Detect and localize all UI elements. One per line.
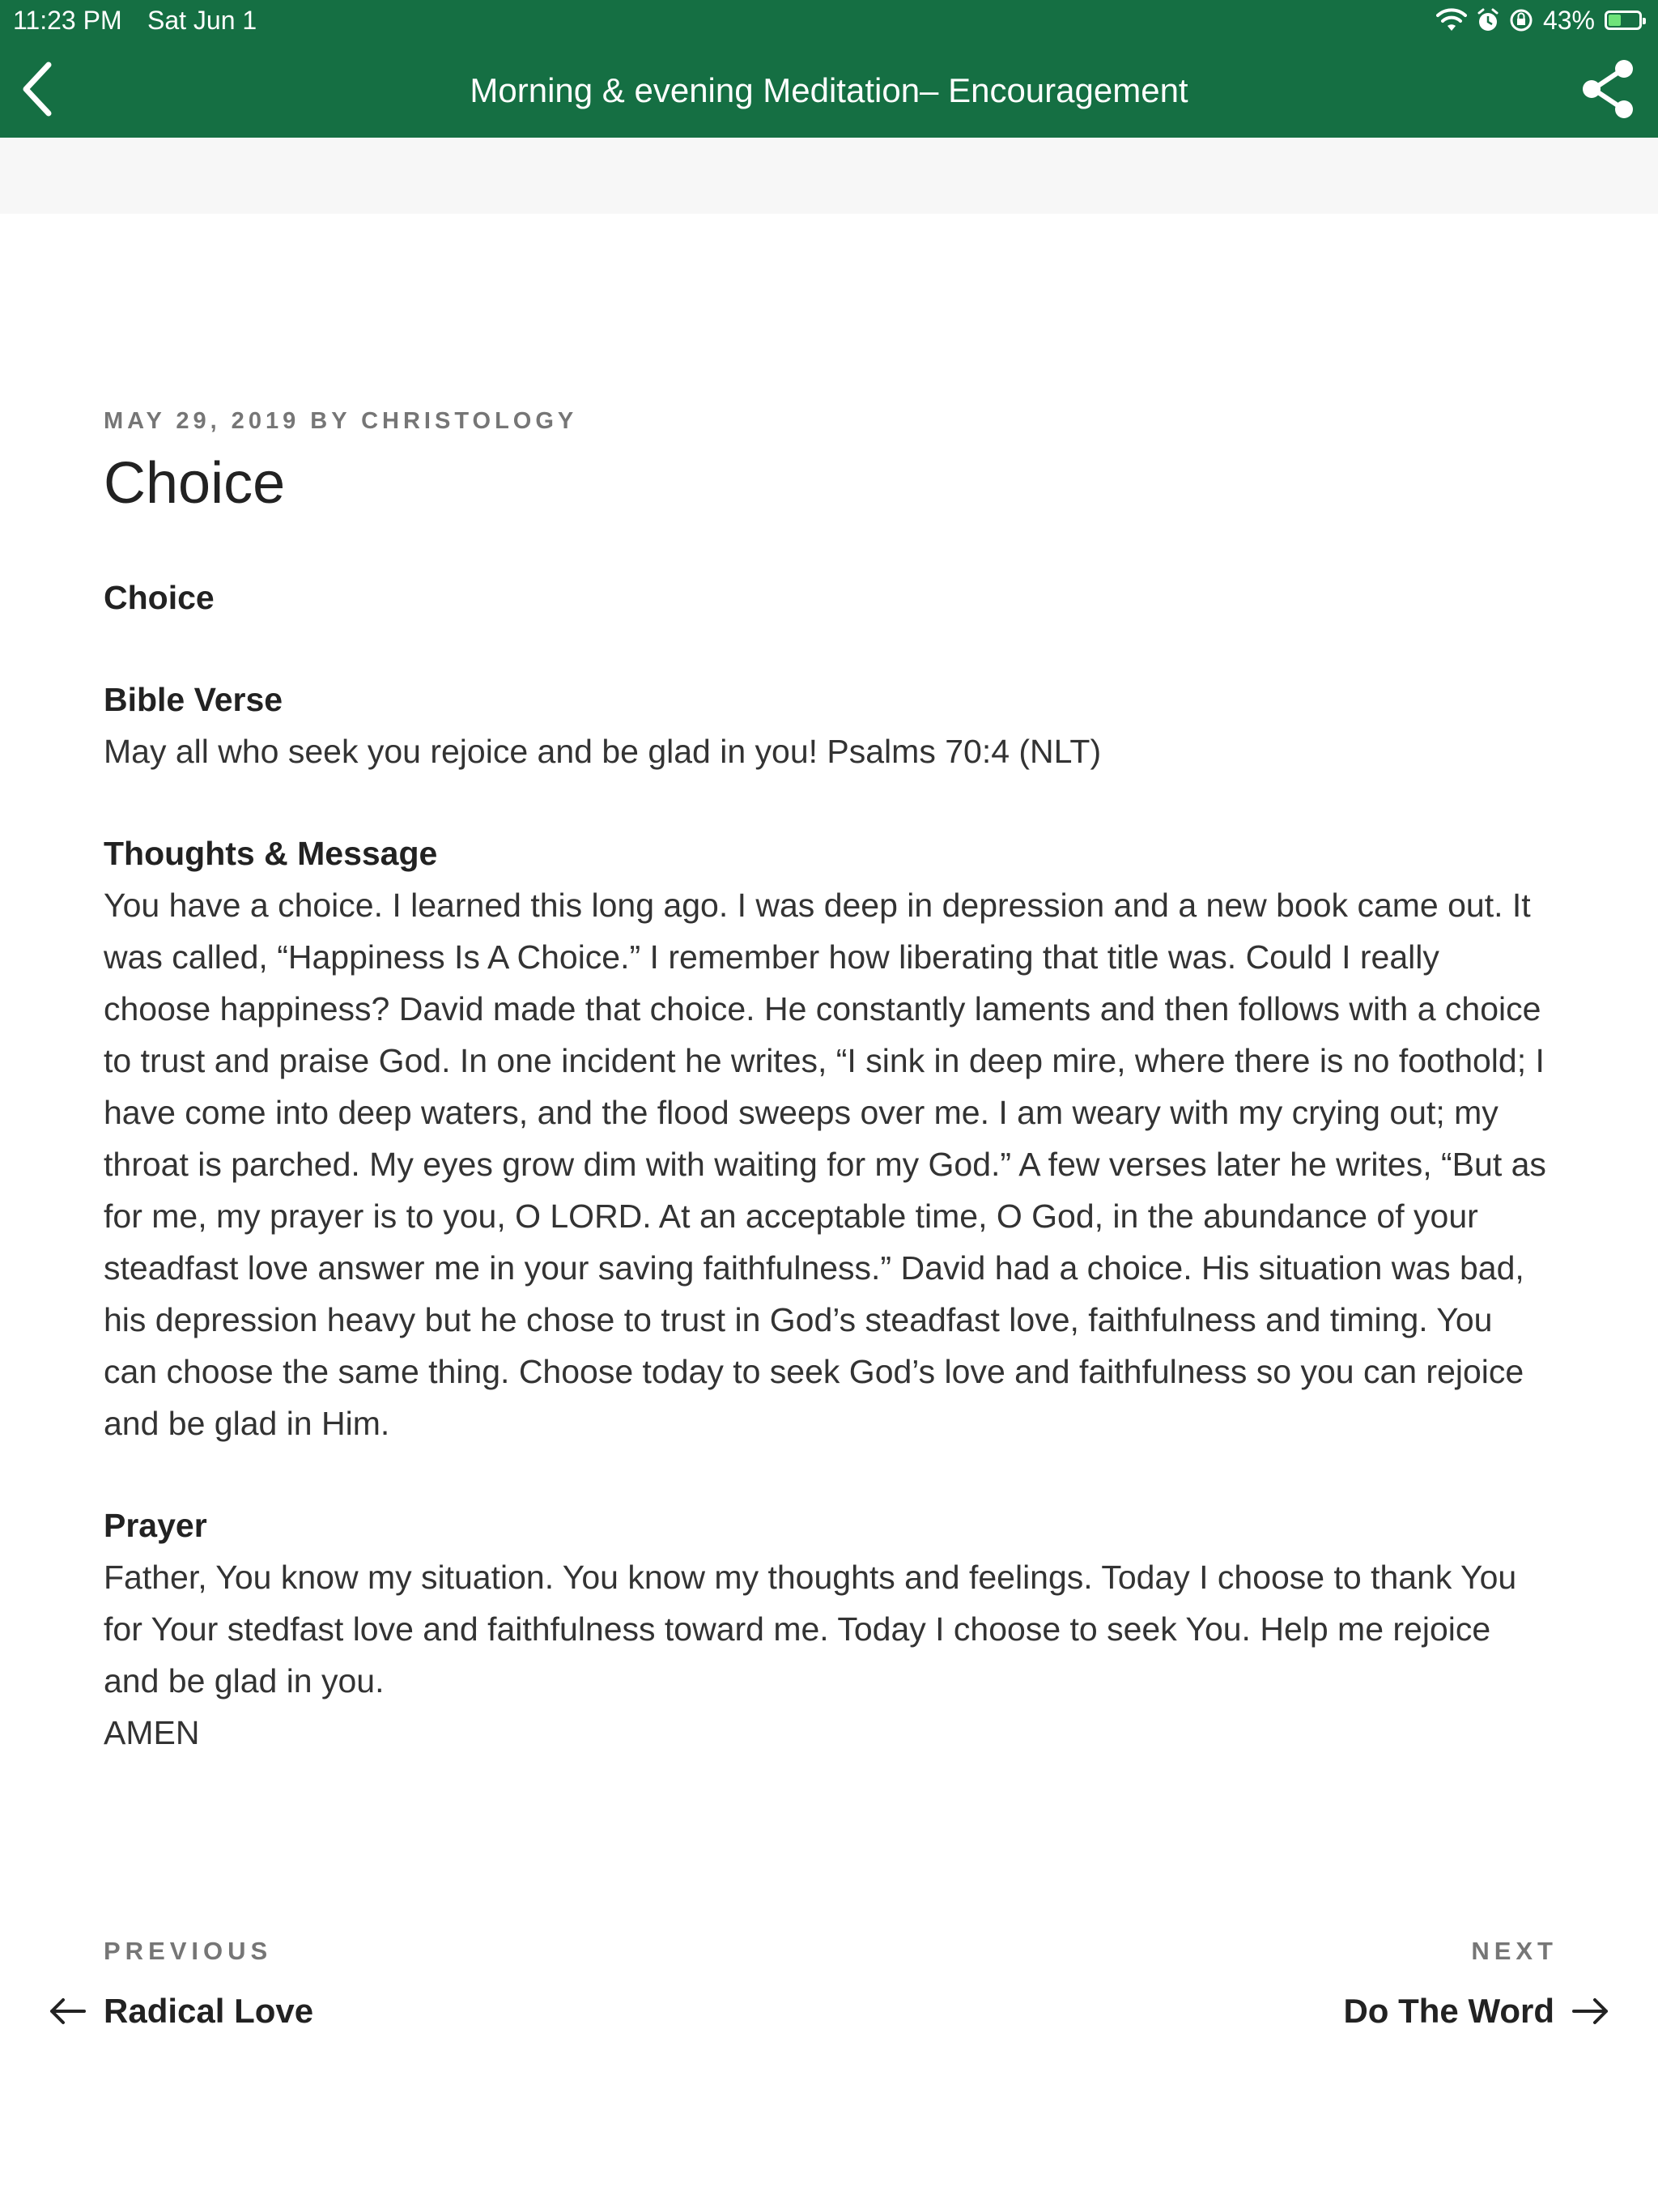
chevron-left-icon	[11, 57, 70, 121]
post-content	[104, 397, 1553, 1759]
post-title: Choice	[104, 451, 286, 516]
next-label: NEXT	[1471, 1937, 1558, 1965]
battery-charging-icon	[1605, 11, 1642, 30]
post-subtitle: Choice	[104, 579, 215, 616]
previous-post-link[interactable]	[49, 1992, 313, 2031]
next-post	[1343, 1927, 1609, 2031]
battery-fill	[1609, 15, 1621, 26]
battery-tip	[1643, 18, 1646, 24]
share-button[interactable]	[1577, 57, 1642, 121]
status-indicators	[1436, 0, 1642, 40]
previous-label: PREVIOUS	[104, 1937, 273, 1965]
spacer	[104, 777, 1553, 827]
spacer	[104, 623, 1553, 674]
alarm-icon	[1477, 8, 1499, 32]
next-post-title[interactable]: Do The Word	[1343, 1992, 1554, 2030]
previous-post	[49, 1927, 313, 2031]
thoughts-heading: Thoughts & Message	[104, 835, 438, 872]
amen-text: AMEN	[104, 1714, 200, 1751]
arrow-left-icon	[49, 1997, 86, 2025]
status-time: 11:23 PM	[13, 6, 122, 35]
back-button[interactable]	[11, 57, 70, 121]
nav-bar	[0, 40, 1658, 138]
thoughts-text: You have a choice. I learned this long ago. I was deep in depression and a new book came out. It was called, “Happiness Is A Choice.” I remember how liberating that title was. Could I really choose happiness? David made that choice. He constantly laments and then follows with a choice to trust and praise God. In one incident he writes, “I sink in deep mire, where there is no foothold; I have come into deep waters, and the flood sweeps over me. I am weary with my crying out; my throat is parched. My eyes grow dim with waiting for my God.” A few verses later he writes, “But as for me, my prayer is to you, O LORD. At an acceptable time, O God, in the abundance of your steadfast love answer me in your saving faithfulness.” David had a choice. His situation was bad, his depression heavy but he chose to trust in God’s steadfast love, faithfulness and timing. You can choose the same thing. Choose today to seek God’s love and faithfulness so you can rejoice and be glad in Him.	[104, 887, 1546, 1442]
post-navigation	[0, 1927, 1658, 2089]
status-bar	[0, 0, 1658, 40]
arrow-right-icon	[1572, 1997, 1609, 2025]
header-spacer-bar	[0, 138, 1658, 214]
app-header	[0, 0, 1658, 138]
next-post-link[interactable]	[1343, 1992, 1609, 2031]
verse-text: May all who seek you rejoice and be glad in you! Psalms 70:4 (NLT)	[104, 733, 1102, 770]
nav-title: Morning & evening Meditation– Encouragement	[470, 71, 1188, 109]
battery-percent: 43%	[1542, 6, 1595, 35]
rotation-lock-icon	[1509, 8, 1533, 32]
post-author[interactable]: CHRISTOLOGY	[361, 408, 578, 434]
post-meta	[104, 397, 1553, 445]
spacer	[104, 1449, 1553, 1499]
post-by: BY	[310, 408, 351, 434]
prayer-text: Father, You know my situation. You know my thoughts and feelings. Today I choose to thank You for Your stedfast love and faithfulness toward me. Today I choose to seek You. Help me rejoice and be glad in you.	[104, 1559, 1517, 1699]
spacer	[104, 520, 1553, 572]
post-date[interactable]: MAY 29, 2019	[104, 408, 300, 434]
prayer-heading: Prayer	[104, 1507, 207, 1544]
previous-post-title[interactable]: Radical Love	[104, 1992, 314, 2030]
status-date: Sat Jun 1	[147, 6, 257, 35]
wifi-icon	[1436, 8, 1467, 32]
verse-heading: Bible Verse	[104, 681, 283, 718]
share-icon	[1577, 57, 1642, 121]
